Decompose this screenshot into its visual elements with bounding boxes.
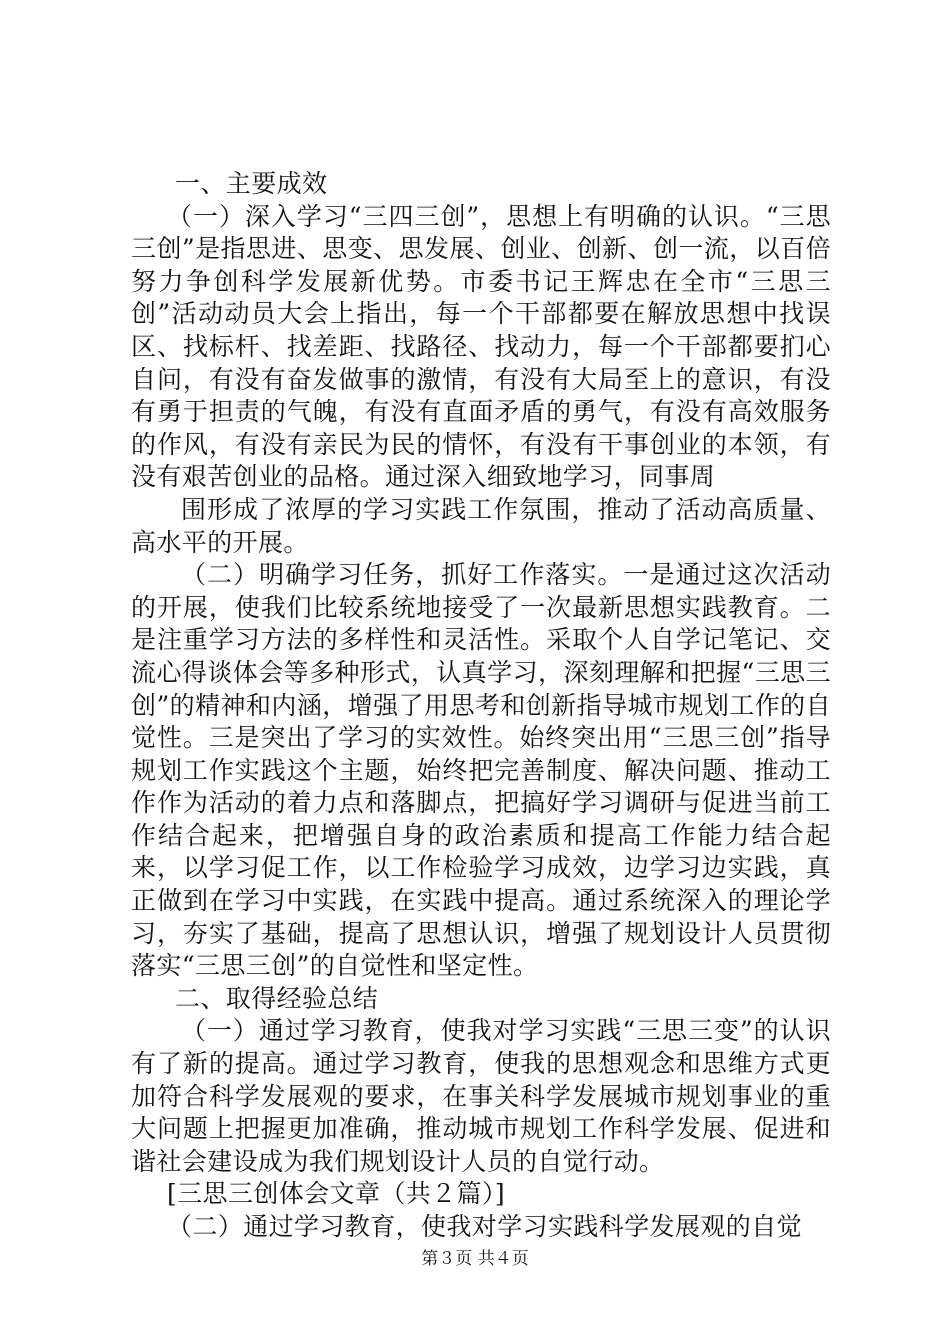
paragraph-3: （二）明确学习任务，抓好工作落实。一是通过这次活动的开展，使我们比较系统地接受了一次最新思想实践教育。二是注重学习方法的多样性和灵活性。采取个人自学记笔记、交流心得谈体会等多种形式，认真学习，深刻理解和把握“三思三创”的精神和内涵，增强了用思考和创新指导城市规划工作的自觉性。三是突出了学习的实效性。始终突出用“三思三创”指导规划工作实践这个主题，始终把完善制度、解决问题、推动工作作为活动的着力点和落脚点，把搞好学习调研与促进当前工作结合起来，把增强自身的政治素质和提高工作能力结合起来，以学习促工作，以工作检验学习成效，边学习边实践，真正做到在学习中实践，在实践中提高。通过系统深入的理论学习，夯实了基础，提高了思想认识，增强了规划设计人员贯彻落实“三思三创”的自觉性和坚定性。 xyxy=(131,560,831,981)
document-body xyxy=(131,168,831,1244)
section-heading-1: 一、主要成效 xyxy=(175,169,328,198)
article-title-link: [三思三创体会文章（共２篇）] xyxy=(167,1179,506,1209)
paragraph-2: 围形成了浓厚的学习实践工作氛围，推动了活动高质量、高水平的开展。 xyxy=(131,494,831,557)
paragraph-1: （一）深入学习“三四三创”，思想上有明确的认识。“三思三创”是指思进、思变、思发展、创业、创新、创一流，以百倍努力争创科学发展新优势。市委书记王辉忠在全市“三思三创”活动动员大会上指出，每一个干部都要在解放思想中找误区、找标杆、找差距、找路径、找动力，每一个干部都要扪心自问，有没有奋发做事的激情，有没有大局至上的意识，有没有勇于担责的气魄，有没有直面矛盾的勇气，有没有高效服务的作风，有没有亲民为民的情怀，有没有干事创业的本领，有没有艰苦创业的品格。通过深入细致地学习，同事周 xyxy=(131,201,831,492)
page-number-footer: 第３页 共４页 xyxy=(421,1249,529,1269)
section-heading-2: 二、取得经验总结 xyxy=(175,983,379,1013)
paragraph-4: （一）通过学习教育，使我对学习实践“三思三变”的认识有了新的提高。通过学习教育，使我的思想观念和思维方式更加符合科学发展观的要求，在事关科学发展城市规划事业的重大问题上把握更加准确，推动城市规划工作科学发展、促进和谐社会建设成为我们规划设计人员的自觉行动。 xyxy=(131,1016,831,1176)
paragraph-5: （二）通过学习教育，使我对学习实践科学发展观的自觉 xyxy=(167,1212,803,1241)
